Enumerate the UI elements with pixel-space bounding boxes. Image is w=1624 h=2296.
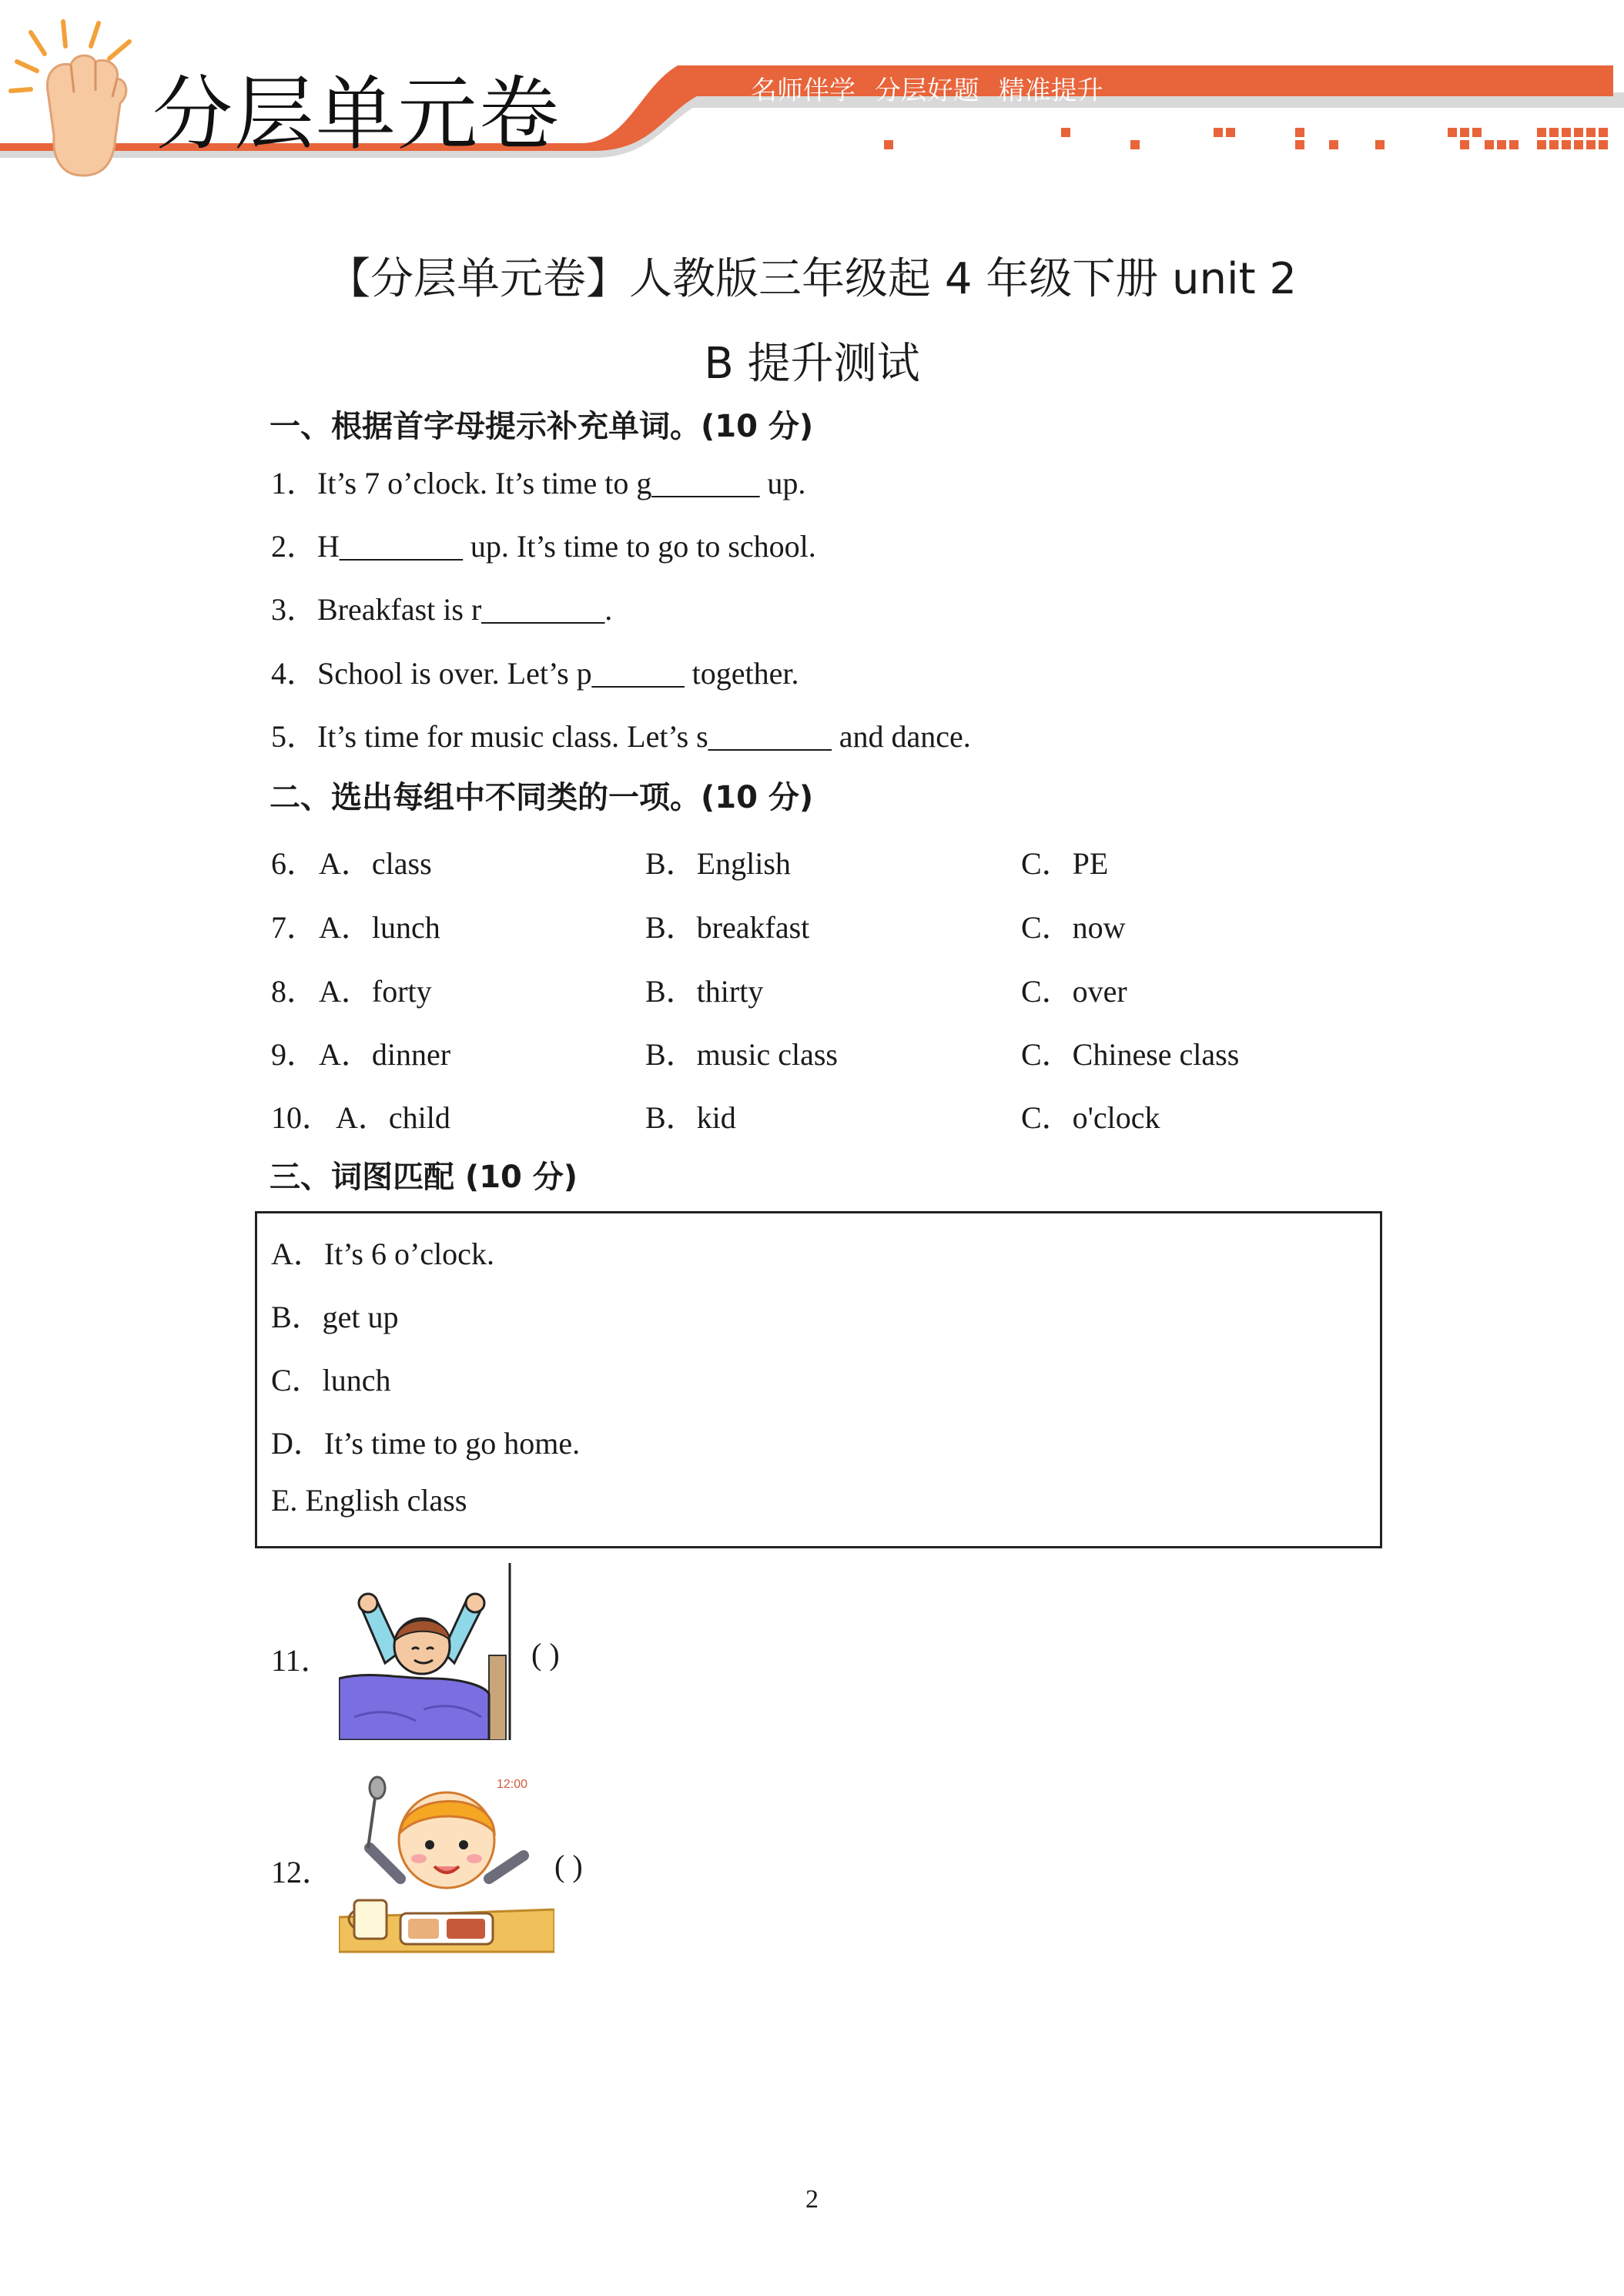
question-8-number: 8．	[271, 974, 317, 1009]
question-7-option-c: C．now	[1021, 910, 1126, 945]
header-slogan: 名师伴学 分层好题 精准提升	[751, 75, 1103, 106]
question-8-option-a: A．forty	[319, 974, 432, 1009]
question-12-answer-blank[interactable]: ( )	[554, 1849, 583, 1883]
question-7-option-a: A．lunch	[319, 910, 440, 945]
question-6-option-c: C．PE	[1021, 846, 1109, 881]
question-10-number: 10．	[271, 1100, 333, 1135]
option-e: E. English class	[271, 1483, 467, 1518]
page-number: 2	[805, 2185, 819, 2214]
question-4: 4．School is over. Let’s p______ together.	[271, 656, 799, 691]
question-12-number: 12．	[271, 1855, 333, 1889]
question-10-option-a: A．child	[336, 1100, 450, 1135]
section2-heading: 二、选出每组中不同类的一项。(10 分)	[270, 780, 814, 815]
question-8-option-c: C．over	[1021, 974, 1127, 1009]
question-8-option-b: B．thirty	[645, 974, 764, 1009]
child-eating-lunch-picture	[339, 1771, 554, 1963]
question-9-option-c: C．Chinese class	[1021, 1037, 1240, 1072]
question-3: 3．Breakfast is r________.	[271, 592, 613, 627]
section3-heading: 三、词图匹配 (10 分)	[270, 1160, 578, 1195]
clock-text: 12:00	[497, 1778, 528, 1791]
question-2: 2．H________ up. It’s time to go to school.	[271, 529, 816, 564]
page-title: 【分层单元卷】人教版三年级起 4 年级下册 unit 2	[327, 254, 1297, 304]
header-banner	[0, 0, 1624, 177]
question-6-option-b: B．English	[645, 846, 791, 881]
boy-waking-up-picture	[339, 1563, 516, 1740]
option-d: D．It’s time to go home.	[271, 1426, 581, 1461]
question-7-number: 7．	[271, 910, 317, 945]
question-9-option-b: B．music class	[645, 1037, 838, 1072]
question-5: 5．It’s time for music class. Let’s s________ and dance.	[271, 719, 971, 754]
option-b: B．get up	[271, 1300, 399, 1334]
question-6-option-a: A．class	[319, 846, 432, 881]
question-11-number: 11．	[271, 1643, 332, 1678]
question-1: 1．It’s 7 o’clock. It’s time to g_______ up.	[271, 466, 806, 500]
question-11-answer-blank[interactable]: ( )	[531, 1637, 560, 1672]
question-10-option-b: B．kid	[645, 1100, 736, 1135]
section1-heading: 一、根据首字母提示补充单词。(10 分)	[270, 409, 814, 444]
question-9-option-a: A．dinner	[319, 1037, 451, 1072]
option-a: A．It’s 6 o’clock.	[271, 1237, 494, 1271]
option-c: C．lunch	[271, 1363, 391, 1397]
question-6-number: 6．	[271, 846, 317, 881]
logo-text: 分层单元卷	[152, 67, 561, 161]
question-9-number: 9．	[271, 1037, 317, 1072]
page-subtitle: B 提升测试	[704, 339, 920, 389]
question-10-option-c: C．o'clock	[1021, 1100, 1160, 1135]
question-7-option-b: B．breakfast	[645, 910, 810, 945]
